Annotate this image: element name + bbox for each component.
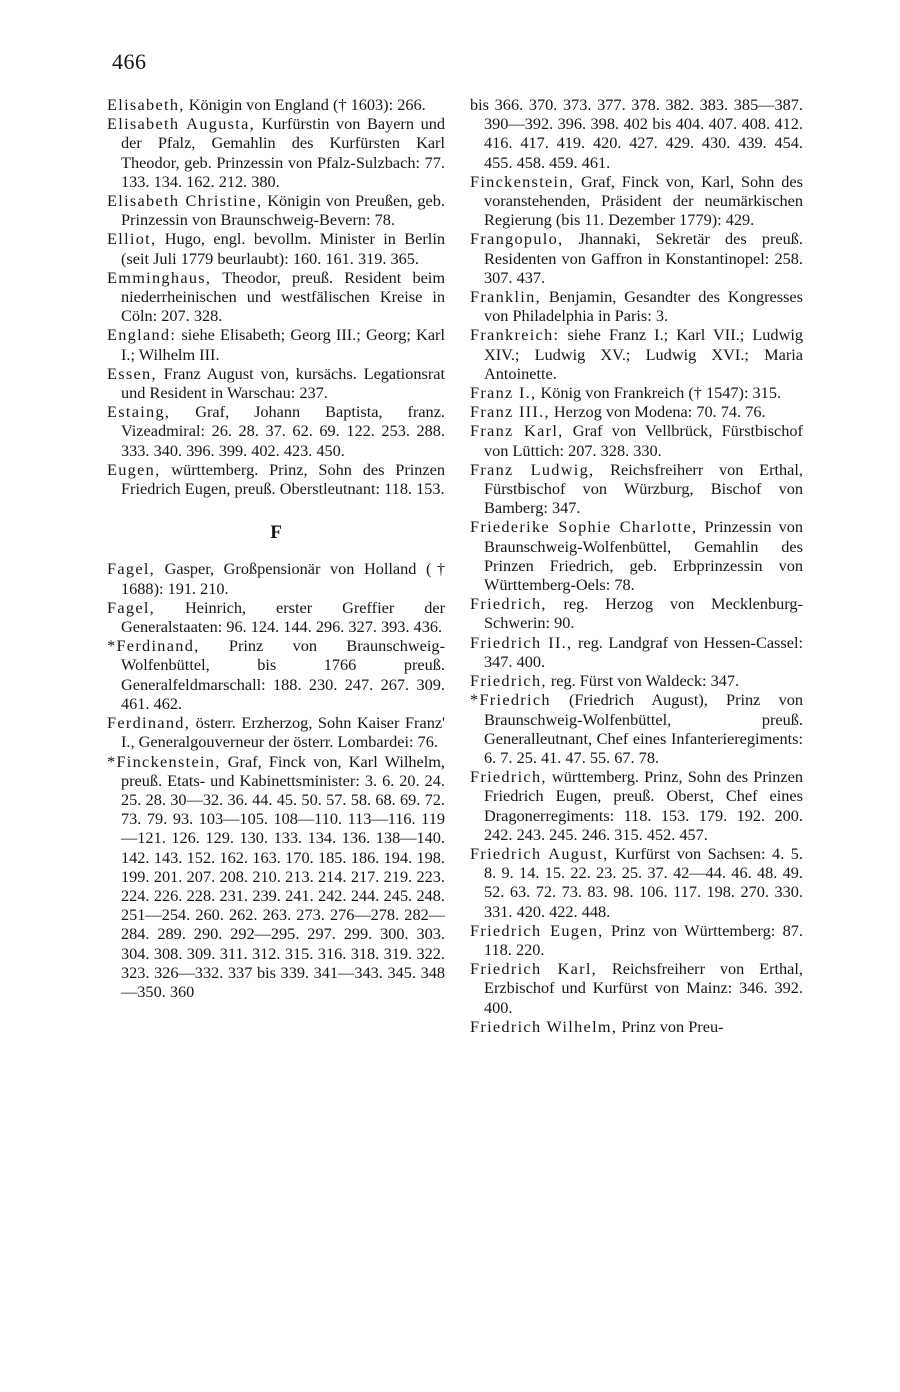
index-entry — [470, 460, 803, 518]
entry-headword: Friedrich, — [470, 594, 547, 614]
entry-text: Kurfürstin von Bayern und der Pfalz, Gemahlin des Kurfürsten Karl Theodor, geb. Prinzessin von Pfalz-Sulzbach: 77. 133. 134. 162. 212. 380. — [121, 114, 445, 191]
index-entry — [470, 844, 803, 921]
entry-text: siehe Franz I.; Karl VII.; Ludwig XIV.; Ludwig XV.; Ludwig XVI.; Maria Antoinette. — [484, 325, 803, 383]
index-entry — [107, 364, 445, 402]
index-entry — [470, 383, 803, 402]
index-entry — [107, 460, 445, 498]
entry-text: Heinrich, erster Greffier der Generalstaaten: 96. 124. 144. 296. 327. 393. 436. — [121, 597, 445, 637]
index-entry — [470, 767, 803, 844]
entry-text: reg. Landgraf von Hessen-Cassel: 347. 400. — [484, 632, 803, 671]
entry-headword: Franz III., — [470, 402, 550, 422]
entry-text: Prinzessin von Braunschweig-Wolfenbüttel, Gemahlin des Prinzen Friedrich, geb. Erbprinzessin von Württemberg-Oels: 78. — [484, 517, 803, 595]
index-entry — [470, 690, 803, 767]
entry-headword: Franz I., — [470, 383, 537, 403]
entry-text: Reichsfreiherr von Erthal, Fürstbischof von Würzburg, Bischof von Bamberg: 347. — [484, 459, 803, 518]
entry-text: Prinz von Braunschweig-Wolfenbüttel, bis 1766 preuß. Generalfeldmarschall: 188. 230. 247. 267. 309. 461. 462. — [121, 636, 445, 713]
entry-text: Reichsfreiherr von Erthal, Erzbischof und Kurfürst von Mainz: 346. 392. 400. — [484, 959, 804, 1017]
index-entry — [470, 229, 803, 287]
entry-text: Hugo, engl. bevollm. Minister in Berlin (seit Juli 1779 beurlaubt): 160. 161. 319. 365. — [121, 229, 445, 268]
index-entry — [107, 95, 445, 114]
entry-text: Königin von Preußen, geb. Prinzessin von Braunschweig-Bevern: 78. — [121, 191, 445, 230]
index-entry — [470, 325, 803, 383]
entry-headword: Frankreich: — [470, 325, 560, 345]
entry-headword: Friedrich, — [470, 767, 547, 787]
entry-headword: Franz Ludwig, — [470, 459, 595, 479]
entry-headword: Elisabeth, — [107, 95, 185, 114]
entry-headword: Elliot, — [107, 229, 157, 249]
entry-text: Königin von England († 1603): 266. — [184, 95, 426, 114]
entry-text: bis 366. 370. 373. 377. 378. 382. 383. 385—387. 390—392. 396. 398. 402 bis 404. 407. 408. 412. 416. 417. 419. 420. 427. 429. 430. 439. 454. 455. 458. 459. 461. — [470, 95, 803, 172]
entry-headword: Friedrich Wilhelm, — [470, 1016, 618, 1036]
index-entry — [470, 1017, 803, 1036]
entry-text: Prinz von Württemberg: 87. 118. 220. — [484, 920, 803, 959]
index-entry — [107, 598, 445, 636]
entry-headword: *Friedrich — [470, 690, 551, 710]
entry-headword: Essen, — [107, 363, 157, 383]
index-entry — [470, 402, 803, 421]
entry-headword: Friedrich II., — [470, 632, 573, 652]
entry-headword: Frangopulo, — [470, 229, 564, 249]
entry-text: reg. Fürst von Waldeck: 347. — [546, 671, 740, 691]
entry-headword: Finckenstein, — [470, 171, 575, 191]
index-column-left — [107, 95, 445, 1001]
section-letter-heading: F — [270, 522, 282, 544]
entry-headword: Estaing, — [107, 402, 171, 422]
index-entry — [470, 959, 803, 1017]
entries-before-letter — [107, 95, 445, 498]
entry-headword: Franklin, — [470, 287, 541, 307]
entry-text: Graf, Johann Baptista, franz. Vizeadmiral: 26. 28. 37. 62. 69. 122. 253. 288. 333. 340. 396. 399. 402. 423. 450. — [121, 402, 445, 460]
page-number: 466 — [112, 49, 147, 74]
entry-text: Prinz von Preu- — [617, 1016, 724, 1036]
entry-text: siehe Elisabeth; Georg III.; Georg; Karl I.; Wilhelm III. — [121, 325, 445, 364]
entries-after-letter — [107, 559, 445, 1001]
entry-text: österr. Erzherzog, Sohn Kaiser Franz' I., Generalgouverneur der österr. Lombardei: 76. — [121, 713, 445, 752]
index-entry — [107, 114, 445, 191]
entry-headword: Friedrich Karl, — [470, 959, 598, 979]
index-column-right — [470, 95, 803, 1036]
entry-headword: Friedrich Eugen, — [470, 920, 604, 940]
entry-headword: Elisabeth Augusta, — [107, 114, 255, 134]
index-entry — [107, 402, 445, 460]
entry-headword: Friederike Sophie Charlotte, — [470, 517, 698, 537]
index-entry — [107, 559, 445, 597]
index-entry — [107, 268, 445, 326]
entry-text: Jhannaki, Sekretär des preuß. Residenten von Gaffron in Konstantinopel: 258. 307. 437. — [484, 229, 803, 287]
entry-text: Graf von Vellbrück, Fürstbischof von Lüttich: 207. 328. 330. — [484, 421, 803, 460]
index-entry — [107, 325, 445, 363]
entry-text: Graf, Finck von, Karl, Sohn des voranstehenden, Präsident der neumärkischen Regierung (bis 11. Dezember 1779): 429. — [484, 171, 803, 230]
entry-headword: Ferdinand, — [107, 713, 191, 733]
entry-headword: England: — [107, 325, 177, 345]
entry-headword: Franz Karl, — [470, 421, 564, 441]
index-entry — [470, 594, 803, 632]
index-entry — [107, 752, 445, 1002]
index-entry — [107, 229, 445, 267]
index-entry — [470, 671, 803, 690]
index-entry — [470, 95, 803, 172]
index-entry — [107, 636, 445, 713]
entry-text: König von Frankreich († 1547): 315. — [536, 383, 782, 403]
entry-text: Herzog von Modena: 70. 74. 76. — [549, 402, 766, 422]
entry-text: Gasper, Großpensionär von Holland († 1688): 191. 210. — [121, 559, 445, 598]
index-entry — [107, 191, 445, 229]
index-entry — [470, 633, 803, 671]
entry-headword: *Finckenstein, — [107, 751, 221, 771]
entry-text: Franz August von, kursächs. Legationsrat und Resident in Warschau: 237. — [121, 363, 445, 403]
entry-text: Kurfürst von Sachsen: 4. 5. 8. 9. 14. 15. 22. 23. 25. 37. 42—44. 46. 48. 49. 52. 63. 72. 73. 83. 98. 106. 117. 198. 270. 330. 331. 420. 422. 448. — [484, 843, 804, 921]
index-entry — [470, 172, 803, 230]
index-entry — [470, 421, 803, 459]
index-entry — [107, 713, 445, 751]
entry-headword: Friedrich, — [470, 671, 547, 691]
entry-headword: Elisabeth Christine, — [107, 191, 263, 211]
entry-text: reg. Herzog von Mecklenburg-Schwerin: 90. — [484, 594, 803, 633]
entry-headword: Fagel, — [107, 597, 156, 617]
index-entry — [470, 517, 803, 594]
entry-text: Theodor, preuß. Resident beim niederrheinischen und westfälischen Kreise in Cöln: 207. 328. — [121, 267, 445, 326]
entry-text: (Friedrich August), Prinz von Braunschweig-Wolfenbüttel, preuß. Generalleutnant, Chef eines Infanterieregiments: 6. 7. 25. 41. 47. 55. 67. 78. — [484, 690, 803, 767]
entry-text: württemberg. Prinz, Sohn des Prinzen Friedrich Eugen, preuß. Oberstleutnant: 118. 153. — [121, 459, 445, 499]
index-entry — [470, 287, 803, 325]
entry-headword: *Ferdinand, — [107, 636, 200, 656]
entry-text: Graf, Finck von, Karl Wilhelm, preuß. Etats- und Kabinettsminister: 3. 6. 20. 24. 25. 28. 30—32. 36. 44. 45. 50. 57. 58. 68. 69. 72. 73. 79. 93. 103—105. 108—110. 113—116. 119—121. 126. 129. 130. 133. 134. 136. 138—140. 142. 143. 152. 162. 163. 170. 185. 186. 194. 198. 199. 201. 207. 208. 210. 213. 214. 217. 219. 223. 224. 226. 228. 231. 239. 241. 242. 244. 245. 248. 251—254. 260. 262. 263. 273. 276—278. 282—284. 289. 290. 292—295. 297. 299. 300. 303. 304. 308. 309. 311. 312. 315. 316. 318. 319. 322. 323. 326—332. 337 bis 339. 341—343. 345. 348—350. 360 — [121, 751, 445, 1001]
entry-headword: Eugen, — [107, 459, 161, 479]
entry-headword: Fagel, — [107, 559, 156, 579]
entry-headword: Friedrich August, — [470, 843, 609, 863]
index-entry — [470, 921, 803, 959]
entry-text: württemberg. Prinz, Sohn des Prinzen Friedrich Eugen, preuß. Oberst, Chef eines Dragonerregiments: 118. 153. 179. 192. 200. 242. 243. 245. 246. 315. 452. 457. — [484, 767, 803, 844]
entry-text: Benjamin, Gesandter des Kongresses von Philadelphia in Paris: 3. — [484, 287, 803, 326]
entry-headword: Emminghaus, — [107, 267, 212, 287]
